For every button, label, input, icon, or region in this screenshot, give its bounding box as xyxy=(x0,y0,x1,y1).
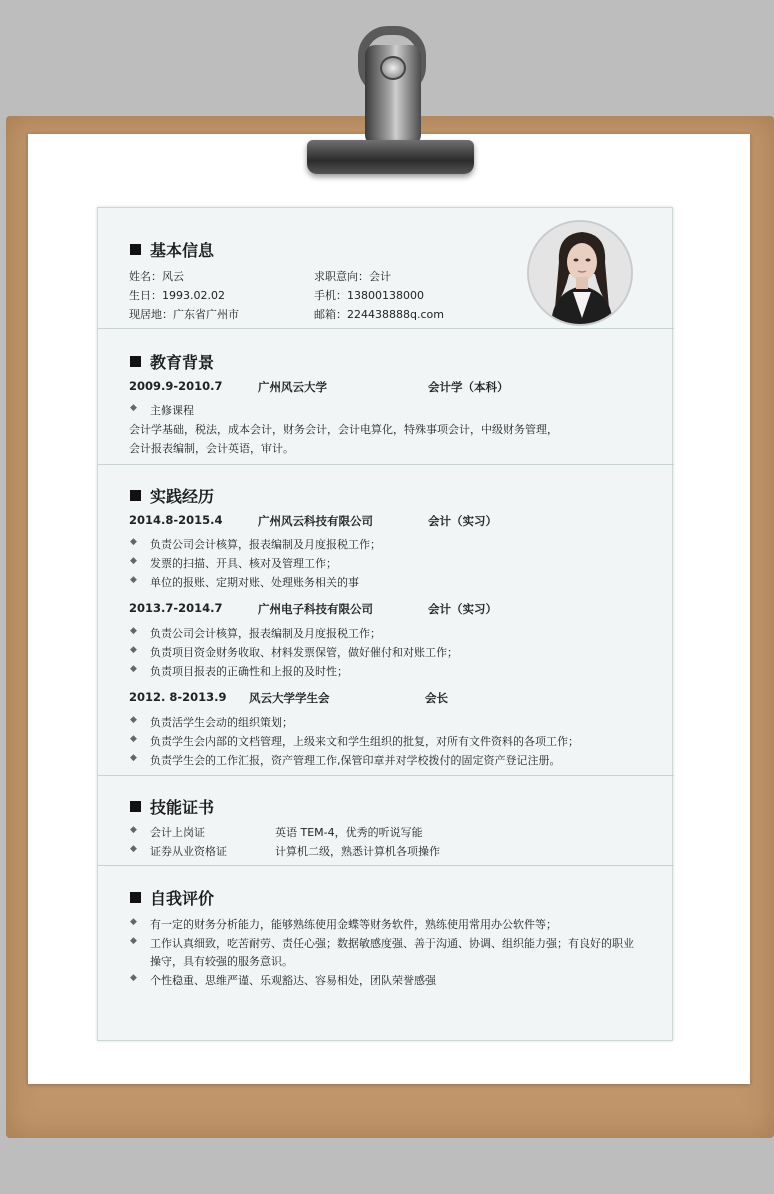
square-bullet-icon xyxy=(130,244,141,255)
diamond-bullet-icon: ◆ xyxy=(130,844,137,854)
diamond-bullet-icon: ◆ xyxy=(130,575,137,585)
section-title-text: 技能证书 xyxy=(150,798,215,817)
job-item: 负责项目资金财务收取、材料发票保管，做好催付和对账工作； xyxy=(150,646,458,659)
square-bullet-icon xyxy=(130,801,141,812)
divider xyxy=(98,775,674,776)
job-item: 负责项目报表的正确性和上报的及时性； xyxy=(150,665,348,678)
section-experience-title xyxy=(130,484,214,507)
square-bullet-icon xyxy=(130,892,141,903)
edu-course-label: 主修课程 xyxy=(150,404,194,417)
job-item: 负责公司会计核算，报表编制及月度报税工作； xyxy=(150,538,381,551)
square-bullet-icon xyxy=(130,490,141,501)
section-education-title xyxy=(130,350,214,373)
section-title-text: 教育背景 xyxy=(150,353,215,372)
resume xyxy=(97,207,673,1041)
divider xyxy=(98,865,674,866)
diamond-bullet-icon: ◆ xyxy=(130,734,137,744)
diamond-bullet-icon: ◆ xyxy=(130,715,137,725)
edu-major: 会计学（本科） xyxy=(428,380,509,394)
square-bullet-icon xyxy=(130,356,141,367)
basic-location: 现居地：广东省广州市 xyxy=(129,308,239,321)
section-self-title xyxy=(130,886,214,909)
diamond-bullet-icon: ◆ xyxy=(130,825,137,835)
diamond-bullet-icon: ◆ xyxy=(130,556,137,566)
diamond-bullet-icon: ◆ xyxy=(130,626,137,636)
job-role: 会计（实习） xyxy=(428,514,497,528)
self-item: 有一定的财务分析能力，能够熟练使用金蝶等财务软件，熟练使用常用办公软件等； xyxy=(150,918,557,931)
job-org: 广州电子科技有限公司 xyxy=(258,602,373,616)
job-period: 2014.8-2015.4 xyxy=(129,513,223,527)
section-title-text: 基本信息 xyxy=(150,241,215,260)
diamond-bullet-icon: ◆ xyxy=(130,936,137,946)
diamond-bullet-icon: ◆ xyxy=(130,753,137,763)
job-role: 会长 xyxy=(425,691,448,705)
skill-desc: 英语 TEM-4，优秀的听说写能 xyxy=(275,826,423,839)
job-org: 广州风云科技有限公司 xyxy=(258,514,373,528)
avatar xyxy=(527,220,633,326)
diamond-bullet-icon: ◆ xyxy=(130,403,137,413)
job-period: 2013.7-2014.7 xyxy=(129,601,223,615)
basic-birth: 生日：1993.02.02 xyxy=(129,289,225,302)
job-role: 会计（实习） xyxy=(428,602,497,616)
self-item: 个性稳重、思维严谨、乐观豁达、容易相处，团队荣誉感强 xyxy=(150,974,436,987)
skill-name: 证券从业资格证 xyxy=(150,845,227,858)
clip-hole xyxy=(380,56,406,80)
job-item: 发票的扫描、开具、核对及管理工作； xyxy=(150,557,337,570)
basic-name: 姓名：风云 xyxy=(129,270,184,283)
basic-intent: 求职意向：会计 xyxy=(314,270,391,283)
self-item: 工作认真细致，吃苦耐劳、责任心强；数据敏感度强、善于沟通、协调、组织能力强；有良好的职业 xyxy=(150,937,634,950)
diamond-bullet-icon: ◆ xyxy=(130,664,137,674)
diamond-bullet-icon: ◆ xyxy=(130,645,137,655)
clip-base xyxy=(307,140,474,174)
skill-name: 会计上岗证 xyxy=(150,826,205,839)
section-basic-title xyxy=(130,238,214,261)
section-title-text: 实践经历 xyxy=(150,487,215,506)
job-item: 负责公司会计核算，报表编制及月度报税工作； xyxy=(150,627,381,640)
portrait-icon xyxy=(529,222,633,326)
diamond-bullet-icon: ◆ xyxy=(130,537,137,547)
divider xyxy=(98,464,674,465)
divider xyxy=(98,328,674,329)
job-org: 风云大学学生会 xyxy=(249,691,330,705)
skill-desc: 计算机二级，熟悉计算机各项操作 xyxy=(275,845,440,858)
job-item: 负责学生会的工作汇报，资产管理工作,保管印章并对学校拨付的固定资产登记注册。 xyxy=(150,754,561,767)
basic-phone: 手机：13800138000 xyxy=(314,289,424,302)
edu-period: 2009.9-2010.7 xyxy=(129,379,223,393)
diamond-bullet-icon: ◆ xyxy=(130,973,137,983)
edu-courses-line2: 会计报表编制，会计英语，审计。 xyxy=(129,442,294,455)
diamond-bullet-icon: ◆ xyxy=(130,917,137,927)
basic-email: 邮箱：224438888q.com xyxy=(314,308,444,321)
job-item: 负责活学生会动的组织策划； xyxy=(150,716,293,729)
self-item-continued: 操守，具有较强的服务意识。 xyxy=(150,955,293,968)
job-item: 负责学生会内部的文档管理，上级来文和学生组织的批复，对所有文件资料的各项工作； xyxy=(150,735,579,748)
job-period: 2012. 8-2013.9 xyxy=(129,690,227,704)
edu-courses-line1: 会计学基础，税法，成本会计，财务会计，会计电算化，特殊事项会计，中级财务管理， xyxy=(129,423,558,436)
section-title-text: 自我评价 xyxy=(150,889,215,908)
job-item: 单位的报账、定期对账、处理账务相关的事 xyxy=(150,576,359,589)
section-skills-title xyxy=(130,795,214,818)
edu-school: 广州风云大学 xyxy=(258,380,327,394)
